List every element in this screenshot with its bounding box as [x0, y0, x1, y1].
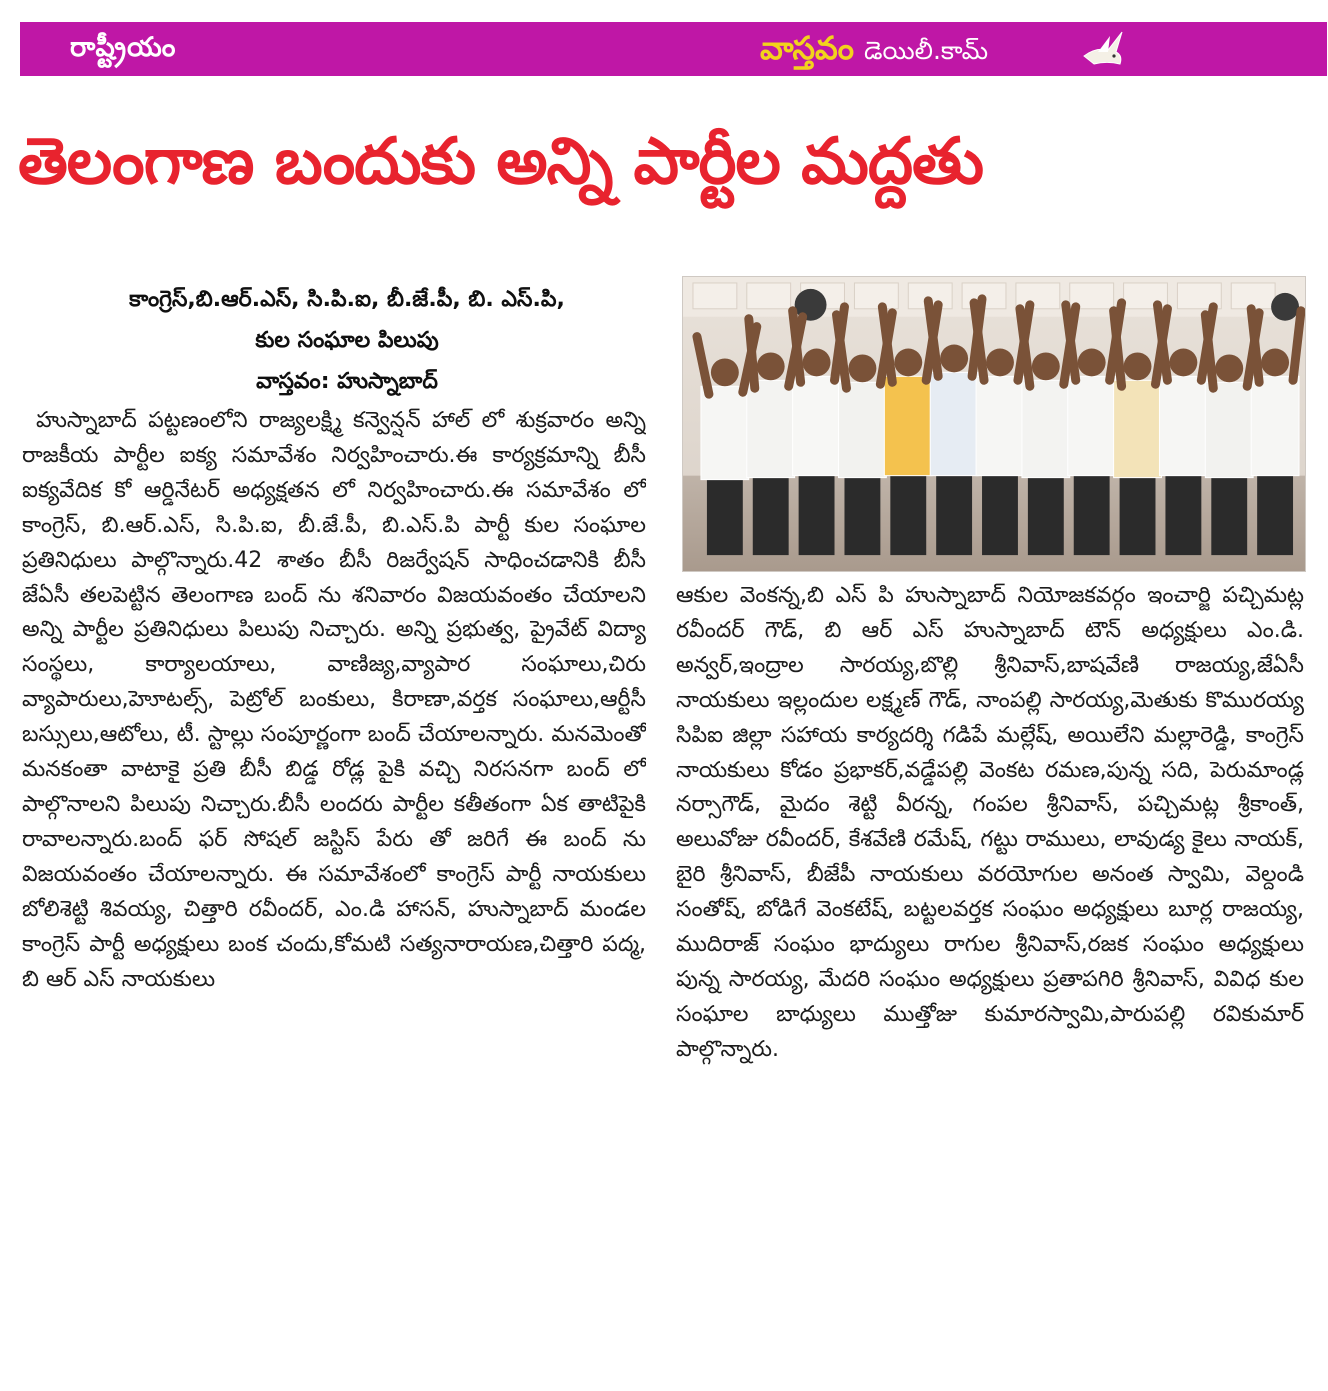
article-body-right	[676, 579, 1304, 1384]
dateline: వాస్తవం: హుస్నాబాద్	[256, 369, 438, 394]
brand-name: వాస్తవం	[760, 29, 854, 67]
body-left-text: హుస్నాబాద్ పట్టణంలోని రాజ్యలక్ష్మి కన్వెన్షన్ హాల్ లో శుక్రవారం అన్ని రాజకీయ పార్టీల ఐక్య సమావేశం నిర్వహించారు.ఈ కార్యక్రమాన్ని బీసీ ఐక్యవేదిక కో ఆర్డినేటర్ అధ్యక్షతన లో నిర్వహించారు.ఈ సమావేశం లో కాంగ్రెస్, బి.ఆర్.ఎస్, సి.పి.ఐ, బీ.జే.పీ, బి.ఎస్.పి పార్టీ కుల సంఘాల ప్రతినిధులు పాల్గొన్నారు.42 శాతం బీసీ రిజర్వేషన్ సాధించడానికి బీసీ జేఏసీ తలపెట్టిన తెలంగాణ బంద్ ను శనివారం విజయవంతం చేయాలని అన్ని పార్టీల ప్రతినిధులు పిలుపు నిచ్చారు. అన్ని ప్రభుత్వ, ప్రైవేట్ విద్యా సంస్థలు, కార్యాలయాలు, వాణిజ్య,వ్యాపార సంఘాలు,చిరు వ్యాపారులు,హెూటల్స్, పెట్రోల్ బంకులు, కిరాణా,వర్తక సంఘాలు,ఆర్టీసీ బస్సులు,ఆటోలు, టీ. స్టాల్లు సంపూర్ణంగా బంద్ చేయాలన్నారు. మనమెంతో మనకంతా వాటాకై ప్రతి బీసీ బిడ్డ రోడ్ల పైకి వచ్చి నిరసనగా బంద్ లో పాల్గొనాలని పిలుపు నిచ్చారు.బీసీ లందరు పార్టీల కతీతంగా ఏక తాటిపైకి రావాలన్నారు.బంద్ ఫర్ సోషల్ జస్టిస్ పేరు తో జరిగే ఈ బంద్ ను విజయవంతం చేయాలన్నారు. ఈ సమావేశంలో కాంగ్రెస్ పార్టీ నాయకులు బోలిశెట్టి శివయ్య, చిత్తారి రవీందర్, ఎం.డి హాసన్, హుస్నాబాద్ మండల కాంగ్రెస్ పార్టీ అధ్యక్షులు బంక చందు,కోమటి సత్యనారాయణ,చిత్తారి పద్మ, బి ఆర్ ఎస్ నాయకులు	[22, 408, 646, 992]
subheading-parties: కాంగ్రెస్,బి.ఆర్.ఎస్, సి.పి.ఐ, బీ.జే.పీ, బి. ఎస్.పి,	[129, 287, 565, 312]
bird-icon	[1080, 26, 1126, 72]
body-right-text: ఆకుల వెంకన్న,బి ఎస్ పి హుస్నాబాద్ నియోజకవర్గం ఇంచార్జి పచ్చిమట్ల రవీందర్ గౌడ్, బి ఆర్ ఎస్ హుస్నాబాద్ టౌన్ అధ్యక్షులు ఎం.డి. అన్వర్,ఇంద్రాల సారయ్య,బొల్లి శ్రీనివాస్,బాషవేణి రాజయ్య,జేఏసీ నాయకులు ఇల్లందుల లక్ష్మణ్ గౌడ్, నాంపల్లి సారయ్య,మెతుకు కొమురయ్య సిపిఐ జిల్లా సహాయ కార్యదర్శి గడిపే మల్లేష్, అయిలేని మల్లారెడ్డి, కాంగ్రెస్ నాయకులు కోడం ప్రభాకర్,వడ్డేపల్లి వెంకట రమణ,పున్న సది, పెరుమాండ్ల నర్సాగౌడ్, మైదం శెట్టి వీరన్న, గంపల శ్రీనివాస్, పచ్చిమట్ల శ్రీకాంత్, అలువోజు రవీందర్, కేశవేణి రమేష్, గట్టు రాములు, లావుడ్య కైలు నాయక్, బైరి శ్రీనివాస్, బీజేపీ నాయకులు వరయోగుల అనంత స్వామి, వెల్దండి సంతోష్, బోడిగే వెంకటేష్, బట్టలవర్తక సంఘం అధ్యక్షులు బూర్ల రాజయ్య, ముదిరాజ్ సంఘం భాద్యులు రాగుల శ్రీనివాస్,రజక సంఘం అధ్యక్షులు పున్న సారయ్య, మేదరి సంఘం అధ్యక్షులు ప్రతాపగిరి శ్రీనివాస్, వివిధ కుల సంఘాల బాధ్యులు ముత్తోజు కుమారస్వామి,పారుపల్లి రవికుమార్ పాల్గొన్నారు.	[676, 583, 1304, 1062]
section-banner	[20, 22, 1327, 76]
news-photo	[682, 276, 1306, 572]
section-label: రాష్ట్రీయం	[70, 32, 177, 63]
headline: తెలంగాణ బందుకు అన్ని పార్టీల మద్దతు	[18, 125, 983, 199]
brand-domain: డెయిలీ.కామ్	[863, 36, 989, 65]
brand-logo	[760, 26, 988, 70]
subheading-call: కుల సంఘాల పిలుపు	[255, 328, 439, 353]
article-body-left	[22, 404, 646, 1384]
group-photo-illustration	[683, 277, 1305, 571]
